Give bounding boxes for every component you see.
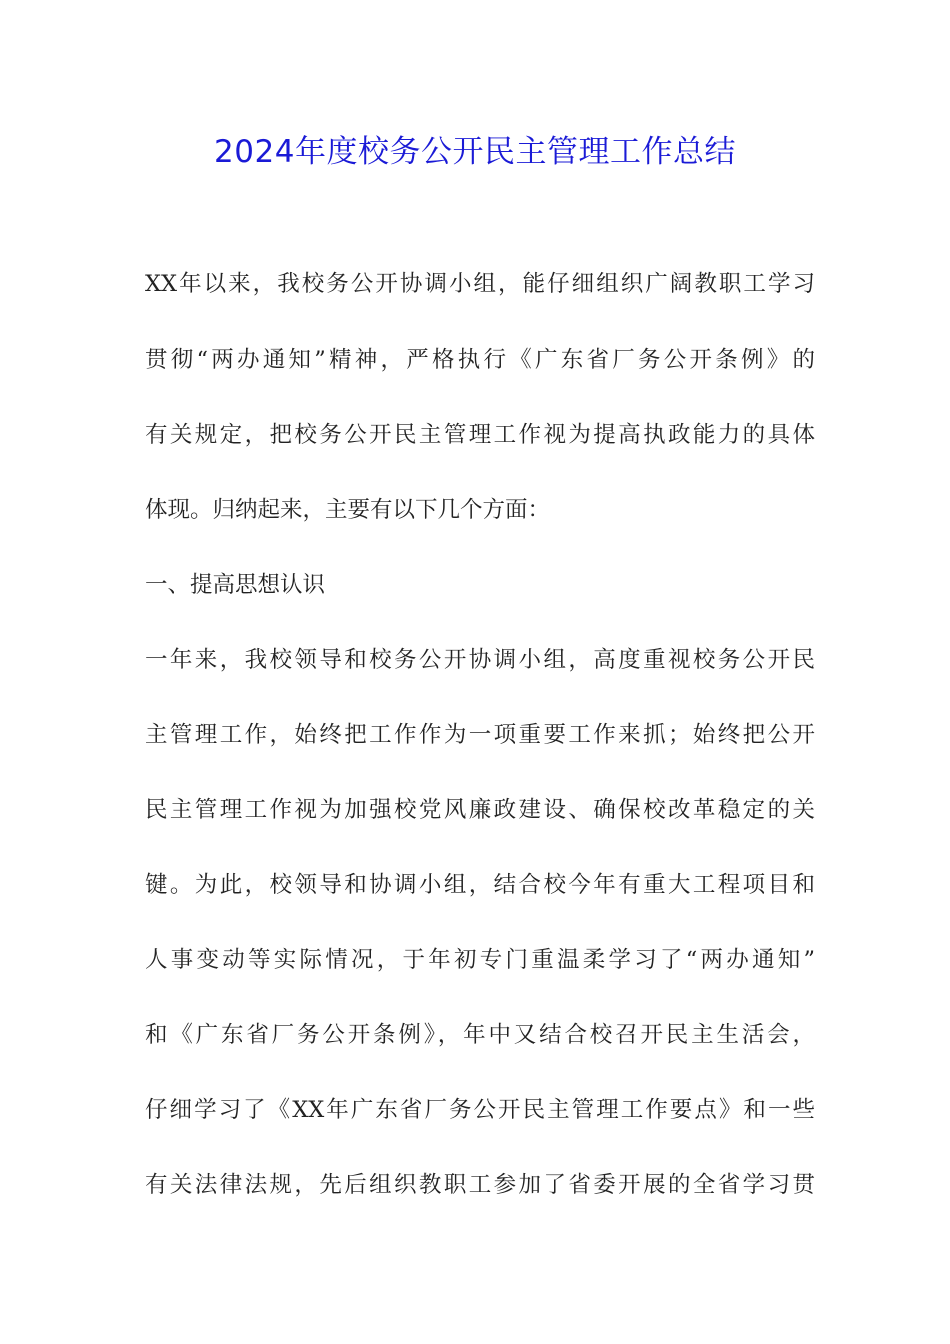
body-line: 体现。归纳起来，主要有以下几个方面： — [145, 497, 551, 523]
body-line: 人事变动等实际情况，于年初专门重温柔学习了“两办通知” — [145, 947, 815, 973]
document-title: 2024年度校务公开民主管理工作总结 — [214, 134, 736, 170]
body-line: XX年以来，我校务公开协调小组，能仔细组织广阔教职工学习 — [145, 271, 815, 297]
body-line: 和《广东省厂务公开条例》，年中又结合校召开民主生活会， — [145, 1022, 815, 1048]
body-line: 一年来，我校领导和校务公开协调小组，高度重视校务公开民 — [145, 647, 815, 673]
body-line: 仔细学习了《XX年广东省厂务公开民主管理工作要点》和一些 — [145, 1097, 815, 1123]
body-line: 有关法律法规，先后组织教职工参加了省委开展的全省学习贯 — [145, 1172, 815, 1198]
body-line: 键。为此，校领导和协调小组，结合校今年有重大工程项目和 — [145, 872, 815, 898]
body-line: 民主管理工作视为加强校党风廉政建设、确保校改革稳定的关 — [145, 797, 815, 823]
body-line: 有关规定，把校务公开民主管理工作视为提高执政能力的具体 — [145, 422, 815, 448]
section-heading: 一、提高思想认识 — [145, 572, 326, 598]
body-line: 贯彻“两办通知”精神，严格执行《广东省厂务公开条例》的 — [145, 347, 815, 373]
body-line: 主管理工作，始终把工作作为一项重要工作来抓；始终把公开 — [145, 722, 815, 748]
